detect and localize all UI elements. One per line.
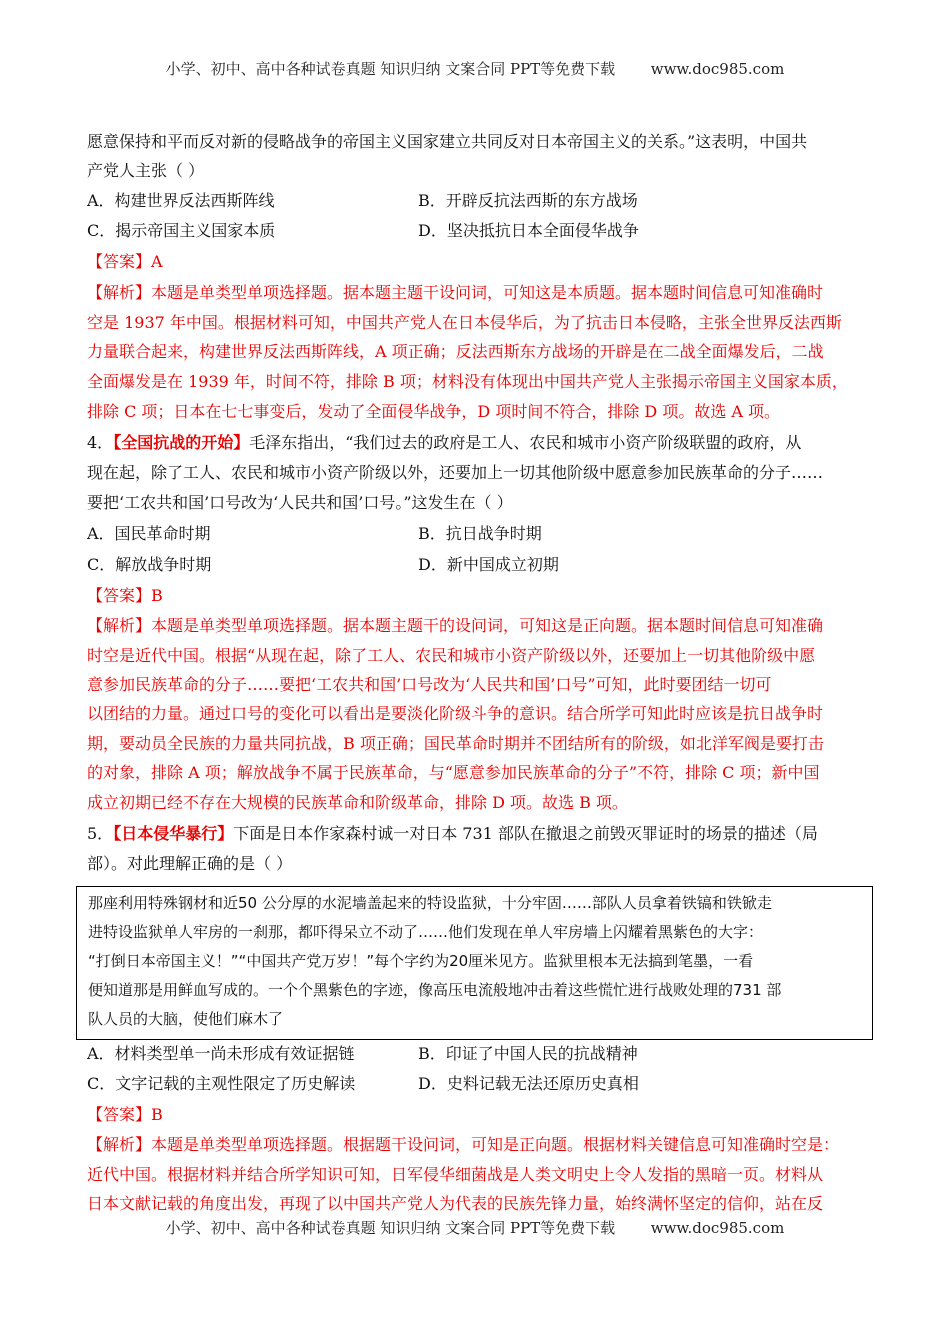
q4-analysis-line-3: 意参加民族革命的分子……要把‘工农共和国’口号改为‘人民共和国’口号”可知，此时要团结一切可: [87, 675, 772, 694]
q4-option-c[interactable]: C．解放战争时期: [87, 555, 212, 574]
q5-material-line-5: 队人员的大脑，使他们麻木了: [88, 1010, 284, 1028]
q4-option-d[interactable]: D．新中国成立初期: [418, 555, 559, 574]
q4-analysis-line-2: 时空是近代中国。根据“从现在起，除了工人、农民和城市小资产阶级以外，还要加上一切其他阶级中愿: [87, 646, 816, 665]
header-site-link[interactable]: www.doc985.com: [650, 60, 785, 78]
q5-option-a[interactable]: A．材料类型单一尚未形成有效证据链: [87, 1044, 355, 1063]
q4-stem-line-3: 要把‘工农共和国’口号改为‘人民共和国’口号。”这发生在（ ）: [87, 493, 513, 512]
q5-material-line-1: 那座利用特殊钢材和近50 公分厚的水泥墙盖起来的特设监狱，十分牢固……部队人员拿着铁镐和铁锨走: [88, 894, 772, 912]
q4-analysis-line-5: 期，要动员全民族的力量共同抗战，B 项正确；国民革命时期并不团结所有的阶级，如北洋军阀是要打击: [87, 734, 824, 753]
q4-analysis-line-1: [87, 615, 823, 637]
q4-analysis-text-1: 本题是单类型单项选择题。据本题主题干的设问词，可知这是正向题。据本题时间信息可知准确: [151, 616, 824, 635]
q4-stem-text-1: 毛泽东指出，“我们过去的政府是工人、农民和城市小资产阶级联盟的政府，从: [249, 433, 802, 452]
q3-option-d[interactable]: D．坚决抵抗日本全面侵华战争: [418, 221, 639, 240]
q3-answer: [87, 251, 163, 273]
q5-topic: 【日本侵华暴行】: [113, 824, 234, 843]
q3-analysis-line-4: 全面爆发是在 1939 年，时间不符，排除 B 项；材料没有体现出中国共产党人主张揭示帝国主义国家本质，: [87, 372, 848, 391]
q3-answer-value: A: [151, 252, 163, 271]
q5-option-b[interactable]: B．印证了中国人民的抗战精神: [418, 1044, 638, 1063]
q4-answer-tag: 【答案】: [87, 586, 152, 605]
q4-analysis-tag: 【解析】: [87, 616, 152, 635]
q5-analysis-text-1: 本题是单类型单项选择题。根据题干设问词，可知是正向题。根据材料关键信息可知准确时空是：: [151, 1135, 840, 1154]
page-footer: [0, 1217, 950, 1238]
q5-option-c[interactable]: C．文字记载的主观性限定了历史解读: [87, 1074, 356, 1093]
q5-number: 5．: [87, 824, 114, 843]
q5-option-d[interactable]: D．史料记载无法还原历史真相: [418, 1074, 639, 1093]
q5-material-line-2: 进特设监狱单人牢房的一刹那，都吓得呆立不动了……他们发现在单人牢房墙上闪耀着黑紫色的大字：: [88, 923, 764, 941]
q3-analysis-line-5: 排除 C 项；日本在七七事变后，发动了全面侵华战争，D 项时间不符合，排除 D 项。故选 A 项。: [87, 402, 781, 421]
q5-answer-tag: 【答案】: [87, 1105, 152, 1124]
page-header: [0, 58, 950, 79]
q5-stem-line-2: 部）。对此理解正确的是（ ）: [87, 854, 293, 873]
q4-analysis-line-7: 成立初期已经不存在大规模的民族革命和阶级革命，排除 D 项。故选 B 项。: [87, 793, 628, 812]
q4-stem-line-2: 现在起，除了工人、农民和城市小资产阶级以外，还要加上一切其他阶级中愿意参加民族革命的分子……: [87, 463, 824, 482]
q5-answer-value: B: [151, 1105, 163, 1124]
q4-option-a[interactable]: A．国民革命时期: [87, 524, 211, 543]
q4-analysis-line-6: 的对象，排除 A 项；解放战争不属于民族革命，与“愿意参加民族革命的分子”不符，排除 C 项；新中国: [87, 763, 820, 782]
q3-analysis-line-2: 空是 1937 年中国。根据材料可知，中国共产党人在日本侵华后，为了抗击日本侵略，主张全世界反法西斯: [87, 313, 842, 332]
q5-analysis-line-1: [87, 1134, 839, 1156]
q4-topic: 【全国抗战的开始】: [113, 433, 250, 452]
q4-number: 4．: [87, 433, 114, 452]
footer-site-link[interactable]: www.doc985.com: [650, 1219, 785, 1237]
header-text: 小学、初中、高中各种试卷真题 知识归纳 文案合同 PPT等免费下载: [165, 60, 616, 78]
q4-answer: [87, 585, 163, 607]
q4-answer-value: B: [151, 586, 163, 605]
q5-stem-text-1: 下面是日本作家森村诚一对日本 731 部队在撤退之前毁灭罪证时的场景的描述（局: [233, 824, 818, 843]
footer-text: 小学、初中、高中各种试卷真题 知识归纳 文案合同 PPT等免费下载: [165, 1219, 616, 1237]
q4-option-b[interactable]: B．抗日战争时期: [418, 524, 542, 543]
q3-option-b[interactable]: B．开辟反抗法西斯的东方战场: [418, 191, 638, 210]
q5-material-line-4: 便知道那是用鲜血写成的。一个个黑紫色的字迹，像高压电流般地冲击着这些慌忙进行战败处理的731 部: [88, 981, 782, 999]
q3-option-c[interactable]: C．揭示帝国主义国家本质: [87, 221, 276, 240]
q5-analysis-tag: 【解析】: [87, 1135, 152, 1154]
q5-material-line-3: “打倒日本帝国主义！”“中国共产党万岁！”每个字约为20厘米见方。监狱里根本无法搞到笔墨，一看: [88, 952, 754, 970]
q5-analysis-line-3: 日本文献记载的角度出发，再现了以中国共产党人为代表的民族先锋力量，始终满怀坚定的信仰，站在反: [87, 1194, 824, 1213]
q3-answer-tag: 【答案】: [87, 252, 152, 271]
q3-analysis-line-3: 力量联合起来，构建世界反法西斯阵线，A 项正确；反法西斯东方战场的开辟是在二战全面爆发后，二战: [87, 342, 824, 361]
q5-stem-line-1: [87, 823, 818, 845]
q3-analysis-text-1: 本题是单类型单项选择题。据本题主题干设问词，可知这是本质题。据本题时间信息可知准确时: [151, 283, 824, 302]
q5-analysis-line-2: 近代中国。根据材料并结合所学知识可知，日军侵华细菌战是人类文明史上令人发指的黑暗一页。材料从: [87, 1165, 824, 1184]
q3-analysis-line-1: [87, 282, 823, 304]
q4-stem-line-1: [87, 432, 801, 454]
q3-analysis-tag: 【解析】: [87, 283, 152, 302]
q3-stem-line-1: 愿意保持和平而反对新的侵略战争的帝国主义国家建立共同反对日本帝国主义的关系。”这表明，中国共: [87, 132, 808, 151]
q3-stem-line-2: 产党人主张（ ）: [87, 161, 205, 180]
q5-answer: [87, 1104, 163, 1126]
q3-option-a[interactable]: A．构建世界反法西斯阵线: [87, 191, 275, 210]
q4-analysis-line-4: 以团结的力量。通过口号的变化可以看出是要淡化阶级斗争的意识。结合所学可知此时应该是抗日战争时: [87, 704, 824, 723]
